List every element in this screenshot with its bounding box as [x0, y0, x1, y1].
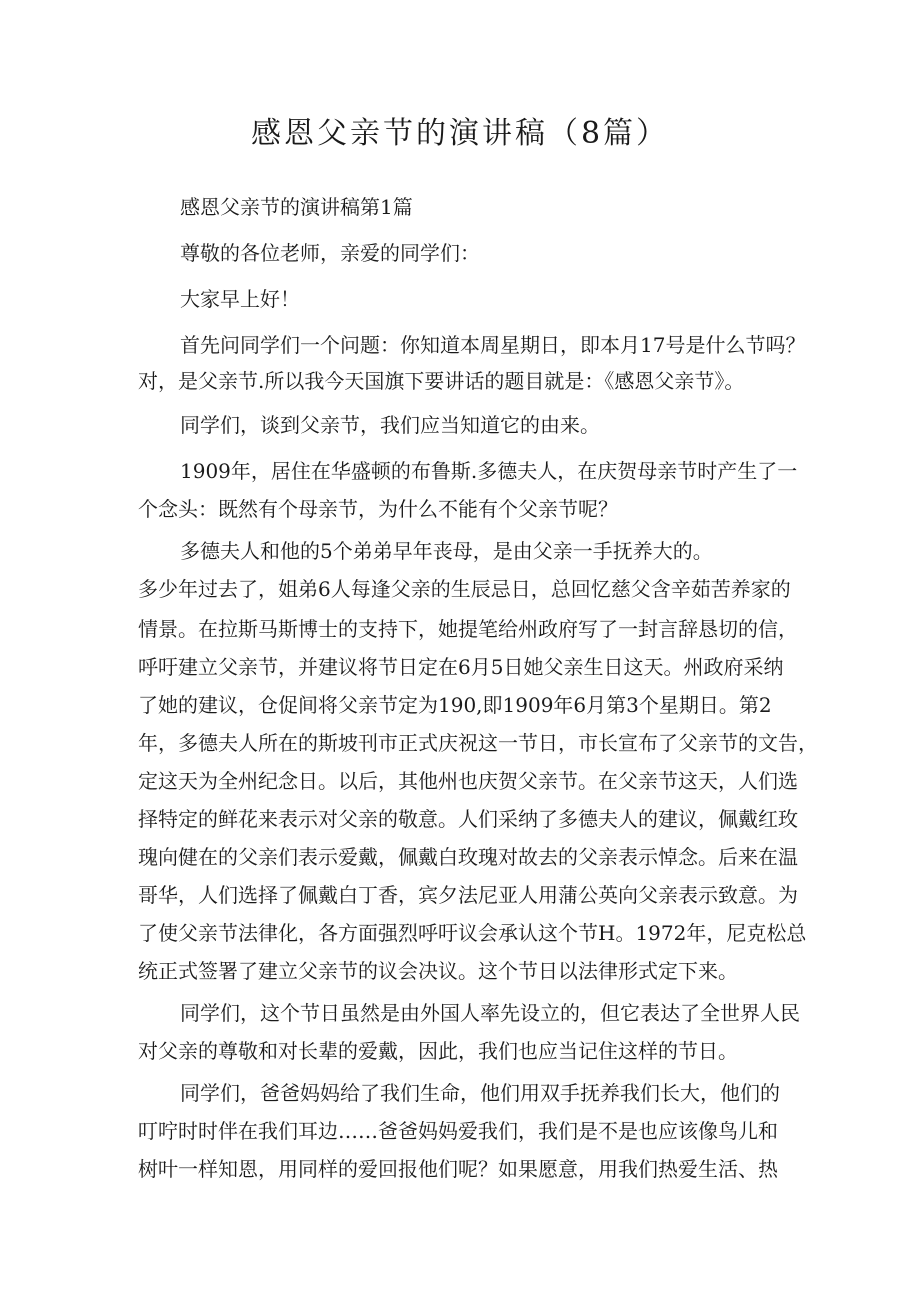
paragraph-line: 定这天为全州纪念日。以后，其他州也庆贺父亲节。在父亲节这天，人们选	[138, 769, 798, 793]
paragraph-line: 同学们，这个节日虽然是由外国人率先设立的，但它表达了全世界人民	[180, 1001, 800, 1025]
paragraph-line: 对，是父亲节.所以我今天国旗下要讲话的题目就是：《感恩父亲节》。	[138, 369, 745, 393]
paragraph-line: 瑰向健在的父亲们表示爱戴，佩戴白玫瑰对故去的父亲表示悼念。后来在温	[138, 845, 798, 869]
paragraph-line: 了她的建议，仓促间将父亲节定为190,即1909年6月第3个星期日。第2	[138, 693, 772, 717]
paragraph-line: 同学们，爸爸妈妈给了我们生命，他们用双手抚养我们长大，他们的	[180, 1081, 780, 1105]
paragraph-line: 哥华，人们选择了佩戴白丁香，宾夕法尼亚人用蒲公英向父亲表示致意。为	[138, 883, 798, 907]
paragraph-line: 择特定的鲜花来表示对父亲的敬意。人们采纳了多德夫人的建议，佩戴红玫	[138, 807, 798, 831]
paragraph-line: 叮咛时时伴在我们耳边……爸爸妈妈爱我们，我们是不是也应该像鸟儿和	[138, 1119, 778, 1143]
section-heading: 感恩父亲节的演讲稿第1篇	[180, 195, 413, 219]
paragraph-line: 年，多德夫人所在的斯坡刊市正式庆祝这一节日，市长宣布了父亲节的文告，	[138, 731, 818, 755]
paragraph-line: 情景。在拉斯马斯博士的支持下，她提笔给州政府写了一封言辞恳切的信，	[138, 617, 798, 641]
paragraph-line: 呼吁建立父亲节，并建议将节日定在6月5日她父亲生日这天。州政府采纳	[138, 655, 784, 679]
paragraph-line: 对父亲的尊敬和对长辈的爱戴，因此，我们也应当记住这样的节日。	[138, 1039, 738, 1063]
paragraph-line: 多德夫人和他的5个弟弟早年丧母，是由父亲一手抚养大的。	[180, 539, 713, 563]
paragraph-line: 同学们，谈到父亲节，我们应当知道它的由来。	[180, 413, 600, 437]
paragraph-line: 个念头：既然有个母亲节，为什么不能有个父亲节呢？	[138, 497, 618, 521]
paragraph-line: 了使父亲节法律化，各方面强烈呼吁议会承认这个节H。1972年，尼克松总	[138, 921, 807, 945]
document-title: 感恩父亲节的演讲稿（8篇）	[250, 116, 670, 151]
salutation: 尊敬的各位老师，亲爱的同学们：	[180, 241, 480, 265]
paragraph-line: 多少年过去了，姐弟6人每逢父亲的生辰忌日，总回忆慈父含辛茹苦养家的	[138, 577, 791, 601]
paragraph-line: 统正式签署了建立父亲节的议会决议。这个节日以法律形式定下来。	[138, 959, 738, 983]
paragraph-line: 首先问同学们一个问题：你知道本周星期日，即本月17号是什么节吗？	[180, 333, 806, 357]
greeting: 大家早上好！	[180, 287, 300, 311]
paragraph-line: 1909年，居住在华盛顿的布鲁斯.多德夫人，在庆贺母亲节时产生了一	[180, 459, 798, 483]
paragraph-line: 树叶一样知恩，用同样的爱回报他们呢？如果愿意，用我们热爱生活、热	[138, 1157, 778, 1181]
